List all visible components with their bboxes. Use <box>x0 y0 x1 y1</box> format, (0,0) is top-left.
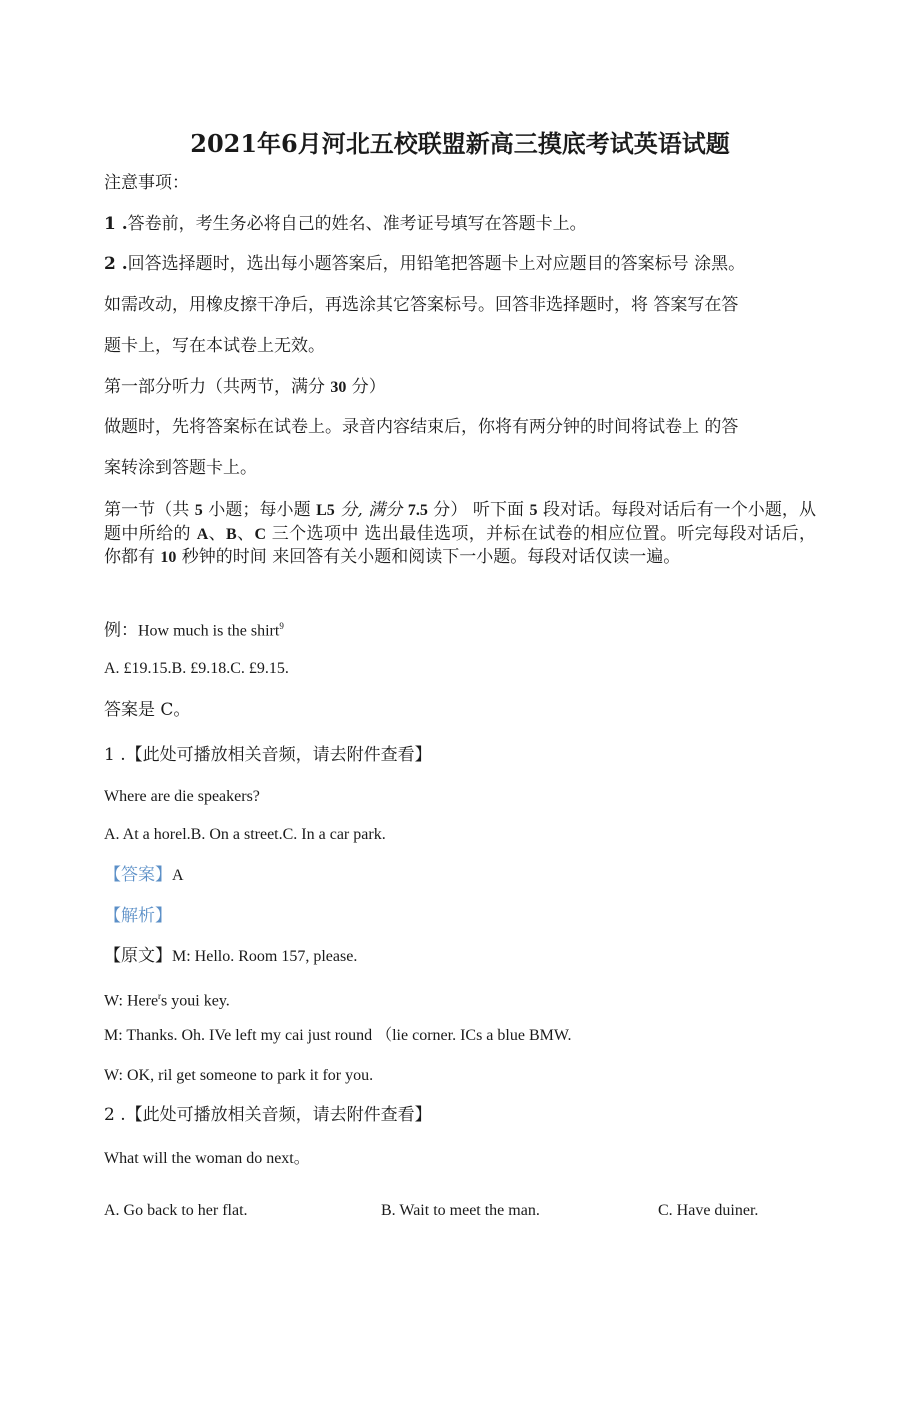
example-label: 例： <box>104 620 138 641</box>
s1-t4: 分） 听下面 <box>427 500 530 520</box>
q1-answer-tag: 【答案】 <box>104 865 172 885</box>
s1-t2: 小题；每小题 <box>202 500 317 520</box>
example-answer: 答案是 C。 <box>104 700 191 720</box>
s1-t8: 三个选项中 选出最佳选项，并标在试卷的相应位置。听完每段对话后，你都有 <box>104 523 817 567</box>
part1-heading-score: 30 <box>330 379 347 396</box>
s1-n7: C <box>254 525 267 543</box>
s1-t3: 分, 满分 <box>334 500 408 520</box>
section1-instructions <box>104 499 816 570</box>
q2-question: What will the woman do next。 <box>104 1150 310 1167</box>
q1-line-1-text: M: Hello. Room 157, please. <box>172 948 358 965</box>
s1-t6: 、 <box>208 523 227 544</box>
q2-option-a: A. Go back to her flat. <box>104 1202 248 1219</box>
s1-n4: 5 <box>529 502 538 519</box>
q1-line-2-post: s youi key. <box>161 992 230 1010</box>
s1-t9: 秒钟的时间 来回答有关小题和阅读下一小题。每段对话仅读一遍。 <box>176 547 681 567</box>
part1-heading-pre: 第一部分听力（共两节，满分 <box>104 377 331 397</box>
q2-audio-note: 2 .【此处可播放相关音频，请去附件查看】 <box>104 1105 432 1125</box>
notice-item-1 <box>104 213 587 235</box>
s1-t1: 第一节（共 <box>104 500 195 520</box>
part1-heading <box>104 376 386 399</box>
q1-answer-value: A <box>172 867 184 884</box>
q1-transcript-line-4: W: OK, ril get someone to park it for you. <box>104 1067 374 1084</box>
q1-transcript-line-1 <box>104 945 357 968</box>
part1-heading-post: 分） <box>346 377 386 397</box>
q1-options: A. At a horel.B. On a street.C. In a car park. <box>104 826 386 843</box>
q1-question: Where are die speakers? <box>104 788 260 805</box>
notice-item-1-num: 1 . <box>104 214 128 234</box>
s1-t5: 段对话。每段对话后有一个小题，从题中所给的 <box>104 500 816 544</box>
notice-item-2-text-2: 如需改动，用橡皮擦干净后，再选涂其它答案标号。回答非选择题时，将 答案写在答 <box>104 295 739 315</box>
notice-item-2-num: 2 . <box>104 254 128 274</box>
notice-item-2-text-1: 回答选择题时，选出每小题答案后，用铅笔把答题卡上对应题目的答案标号 涂黑。 <box>127 254 746 274</box>
q1-answer <box>104 864 184 887</box>
q1-transcript-line-3: M: Thanks. Oh. IVe left my cai just round （lie corner. ICs a blue BMW. <box>104 1027 572 1044</box>
example-question-text: How much is the shirt <box>138 622 280 640</box>
s1-t7: 、 <box>236 523 255 544</box>
q1-line-2-pre: W: Here <box>104 992 159 1010</box>
example-options: A. £19.15.B. £9.18.C. £9.15. <box>104 660 289 677</box>
q1-audio-note: 1 .【此处可播放相关音频，请去附件查看】 <box>104 745 432 765</box>
q2-option-b: B. Wait to meet the man. <box>381 1202 540 1219</box>
q1-analysis-tag: 【解析】 <box>104 906 172 926</box>
s1-n8: 10 <box>160 549 177 566</box>
notice-heading: 注意事项： <box>104 173 189 193</box>
s1-n5: A <box>196 525 209 543</box>
s1-n6: B <box>226 525 237 543</box>
notice-item-2-text-3: 题卡上，写在本试卷上无效。 <box>104 336 325 356</box>
part1-desc-2: 案转涂到答题卡上。 <box>104 458 257 478</box>
part1-desc-1: 做题时，先将答案标在试卷上。录音内容结束后，你将有两分钟的时间将试卷上 的答 <box>104 417 739 437</box>
q2-option-c: C. Have duiner. <box>658 1202 759 1219</box>
q1-transcript-line-2 <box>104 985 230 1012</box>
s1-n2: L5 <box>316 502 335 519</box>
q1-orig-tag: 【原文】 <box>104 946 172 966</box>
q1-line-2-sup: r <box>158 991 162 1001</box>
s1-n3: 7.5 <box>407 502 428 519</box>
notice-item-2 <box>104 253 745 275</box>
s1-n1: 5 <box>194 502 203 519</box>
notice-item-1-text: 答卷前，考生务必将自己的姓名、准考证号填写在答题卡上。 <box>127 214 587 234</box>
example-question-sup: 9 <box>279 621 284 631</box>
example-question <box>104 615 284 643</box>
q1-analysis <box>104 905 172 927</box>
page-title: 2021年6月河北五校联盟新高三摸底考试英语试题 <box>190 129 730 158</box>
